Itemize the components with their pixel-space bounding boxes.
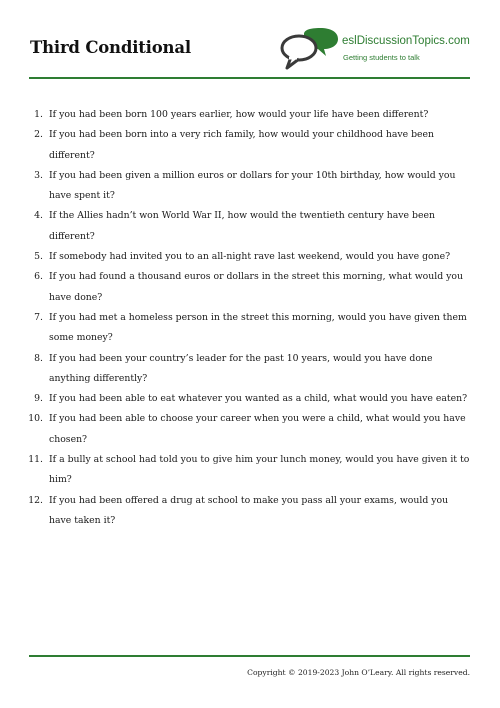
question-number: 8.	[34, 352, 43, 364]
list-item	[28, 491, 473, 532]
copyright-notice: Copyright © 2019-2023 John O’Leary. All rights reserved.	[247, 668, 470, 677]
question-number: 12.	[28, 494, 43, 506]
question-number: 7.	[34, 311, 43, 323]
question-number: 11.	[28, 454, 43, 466]
list-item	[34, 349, 473, 390]
question-text: If you had met a homeless person in the street this morning, would you have given them some money?	[49, 311, 467, 344]
list-item	[28, 450, 473, 491]
question-number: 5.	[34, 251, 43, 263]
question-text: If you had been your country’s leader for the past 10 years, would you have done anything differently?	[49, 352, 433, 384]
list-item	[34, 105, 473, 125]
list-item	[34, 166, 473, 207]
question-text: If somebody had invited you to an all-night rave last weekend, would you have gone?	[49, 251, 451, 263]
question-number: 6.	[34, 271, 43, 283]
question-number: 10.	[28, 413, 43, 425]
question-text: If the Allies hadn’t won World War II, how would the twentieth century have been different?	[49, 210, 435, 242]
list-item	[34, 125, 473, 166]
site-logo[interactable]	[280, 28, 480, 72]
logo-name: eslDiscussionTopics.com	[342, 35, 470, 47]
question-text: If a bully at school had told you to give him your lunch money, would you have given it to him?	[49, 454, 470, 486]
footer-divider	[29, 655, 470, 657]
speech-bubbles-icon	[280, 28, 342, 72]
logo-tagline: Getting students to talk	[343, 53, 420, 62]
question-number: 2.	[34, 129, 43, 141]
list-item	[34, 206, 473, 247]
question-text: If you had been given a million euros or dollars for your 10th birthday, how would you have spent it?	[49, 169, 456, 202]
question-text: If you had been offered a drug at school to make you pass all your exams, would you have taken it?	[49, 494, 449, 526]
page-title: Third Conditional	[30, 38, 191, 57]
question-number: 1.	[34, 109, 43, 120]
question-number: 4.	[34, 210, 43, 222]
question-list	[28, 105, 473, 531]
list-item	[34, 308, 473, 349]
list-item	[28, 409, 473, 450]
list-item	[34, 267, 473, 308]
question-text: If you had found a thousand euros or dollars in the street this morning, what would you have done?	[49, 271, 463, 303]
header-divider	[29, 77, 470, 79]
question-text: If you had been able to eat whatever you wanted as a child, what would you have eaten?	[49, 393, 468, 405]
list-item	[34, 247, 473, 267]
question-text: If you had been able to choose your career when you were a child, what would you have chosen?	[49, 413, 466, 445]
question-text: If you had been born into a very rich family, how would your childhood have been different?	[49, 129, 435, 161]
question-text: If you had been born 100 years earlier, how would your life have been different?	[49, 109, 429, 120]
list-item	[34, 389, 473, 409]
question-number: 9.	[34, 393, 43, 405]
question-number: 3.	[34, 169, 43, 181]
